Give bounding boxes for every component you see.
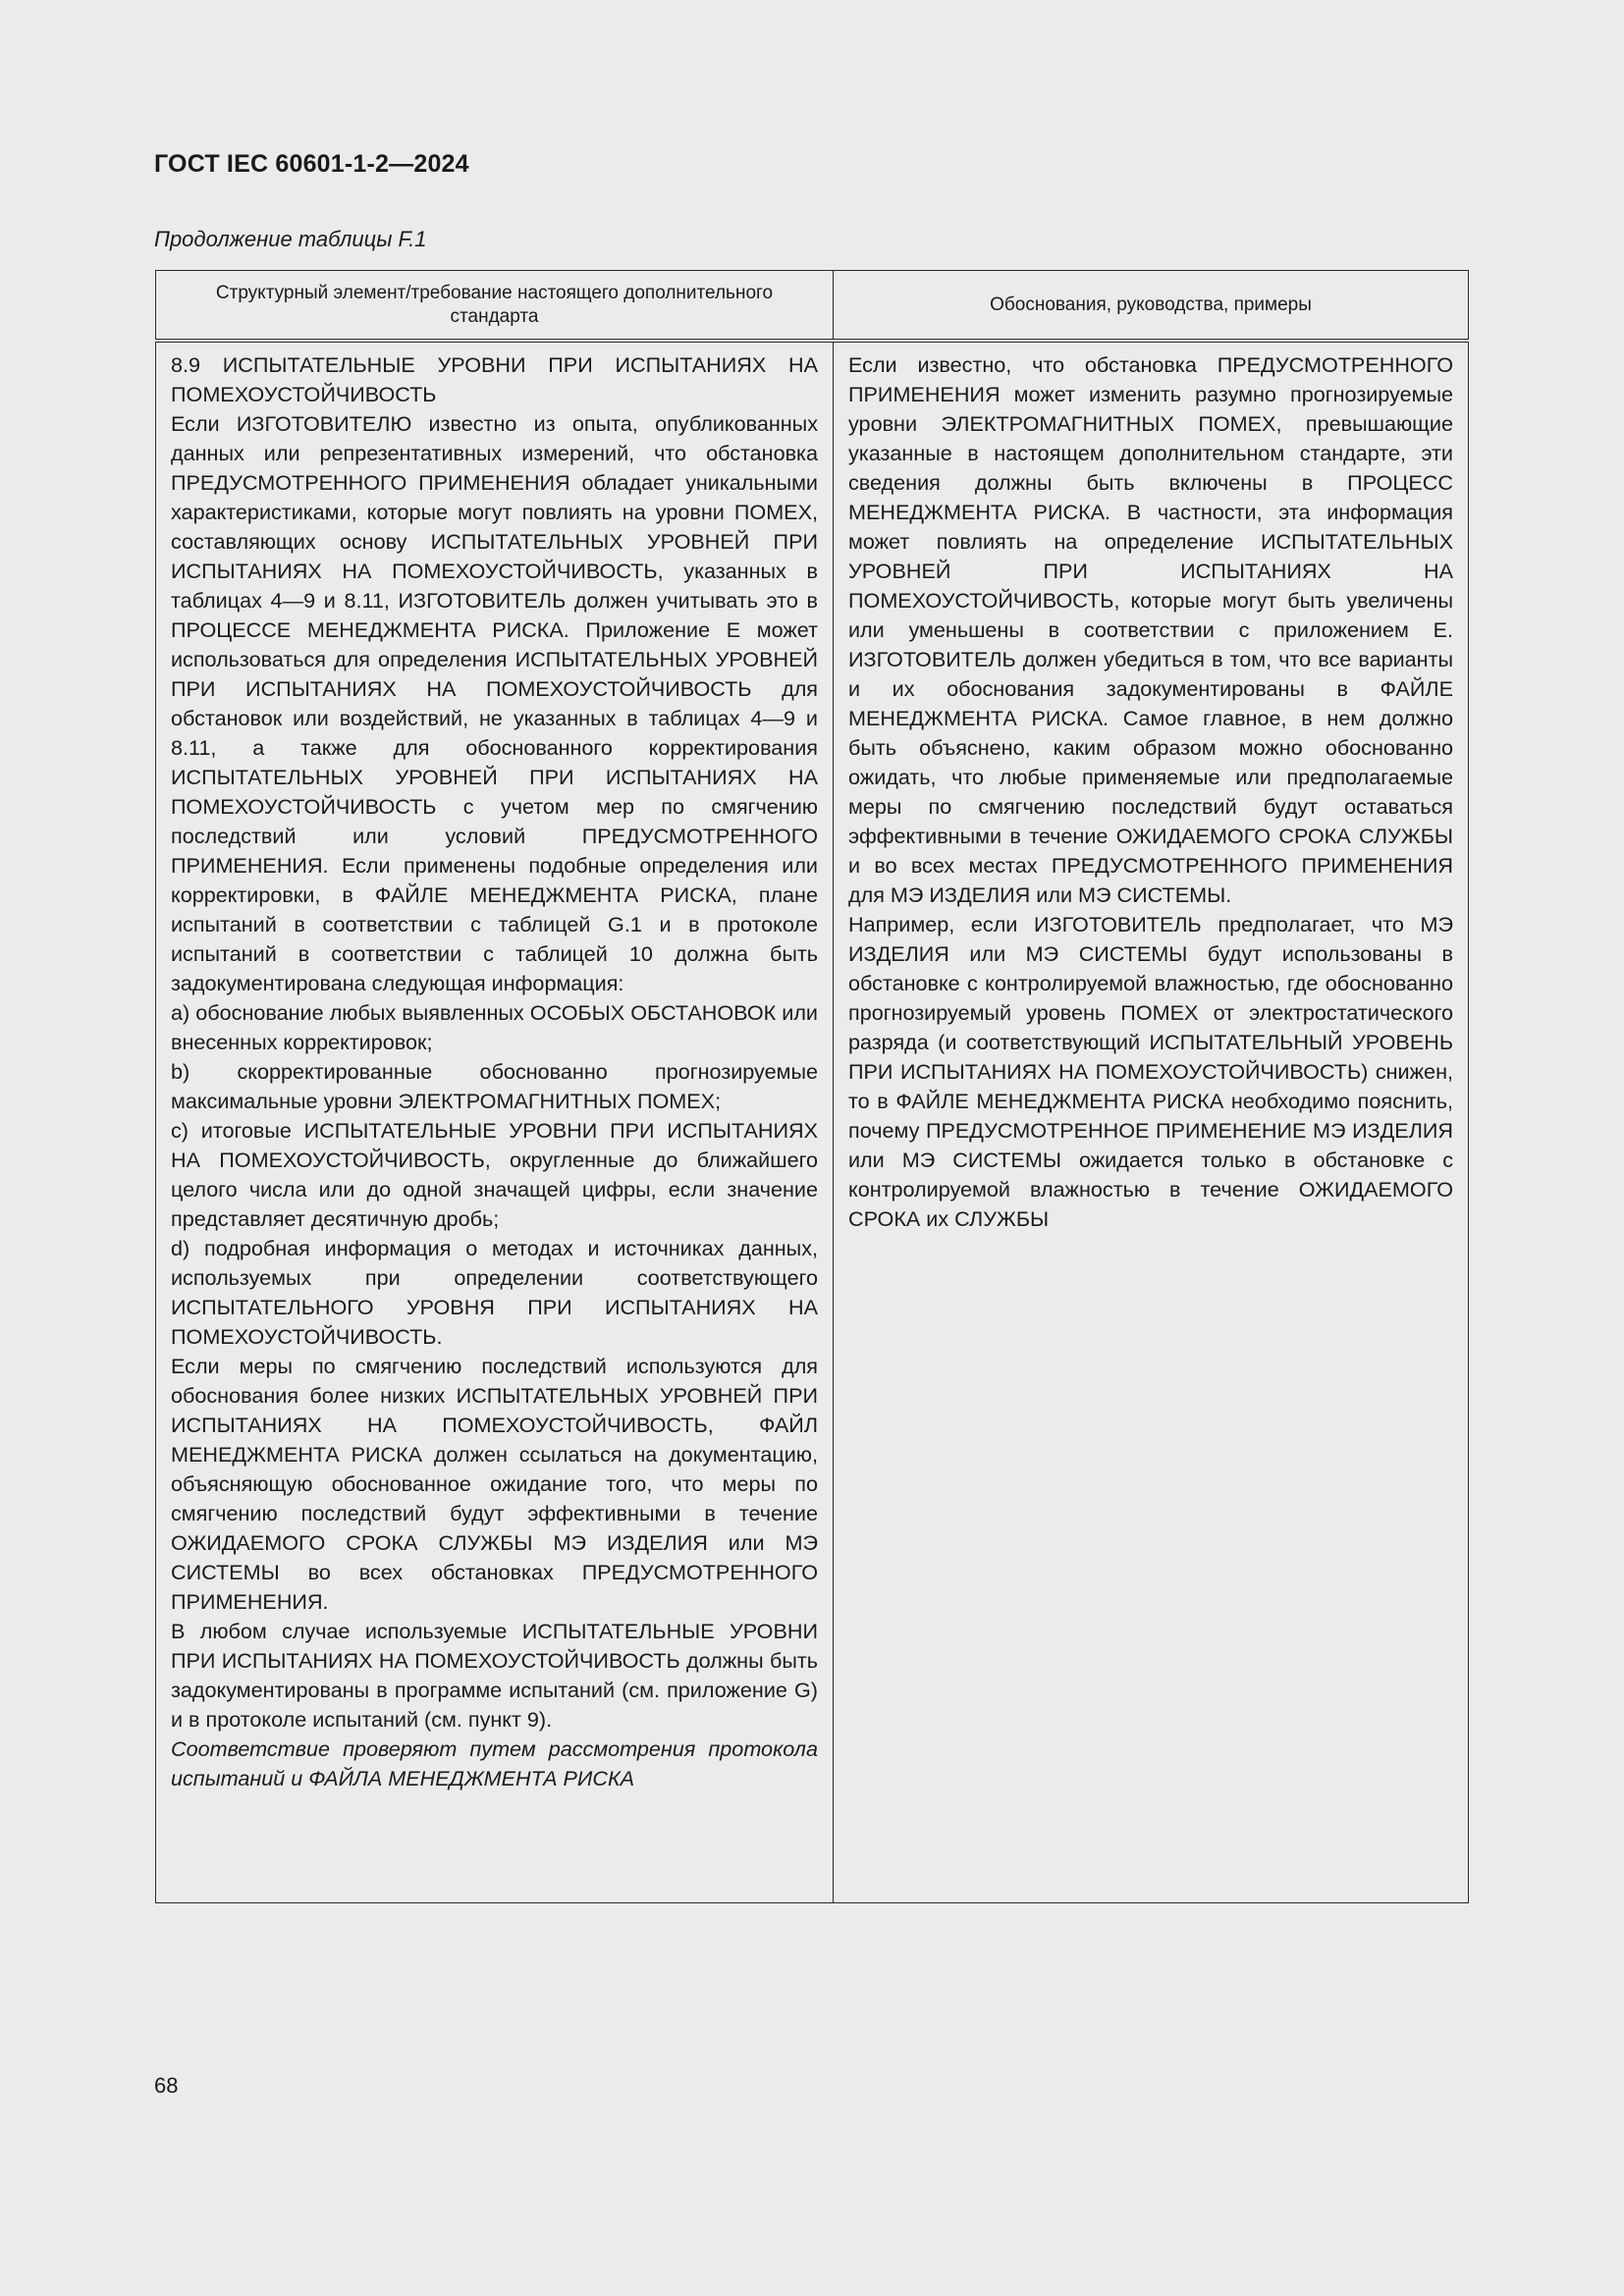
list-item: b) скорректированные обоснованно прогнозируемые максимальные уровни ЭЛЕКТРОМАГНИТНЫХ ПОМЕХ; xyxy=(171,1059,818,1113)
paragraph: Если ИЗГОТОВИТЕЛЮ известно из опыта, опубликованных данных или репрезентативных измерений, что обстановка ПРЕДУСМОТРЕННОГО ПРИМЕНЕНИЯ обладает уникальными характеристиками, которые могут повлиять на уровни ПОМЕХ, составляющих основу ИСПЫТАТЕЛЬНЫХ УРОВНЕЙ ПРИ ИСПЫТАНИЯХ НА ПОМЕХОУСТОЙЧИВОСТЬ, указанных в таблицах 4—9 и 8.11, ИЗГОТОВИТЕЛЬ должен учитывать это в ПРОЦЕССЕ МЕНЕДЖМЕНТА РИСКА. Приложение E может использоваться для определения ИСПЫТАТЕЛЬНЫХ УРОВНЕЙ ПРИ ИСПЫТАНИЯХ НА ПОМЕХОУСТОЙЧИВОСТЬ для обстановок или воздействий, не указанных в таблицах 4—9 и 8.11, а также для обоснованного корректирования ИСПЫТАТЕЛЬНЫХ УРОВНЕЙ ПРИ ИСПЫТАНИЯХ НА ПОМЕХОУСТОЙЧИВОСТЬ с учетом мер по смягчению последствий или условий ПРЕДУСМОТРЕННОГО ПРИМЕНЕНИЯ. Если применены подобные определения или корректировки, в ФАЙЛЕ МЕНЕДЖМЕНТА РИСКА, плане испытаний в соответствии с таблицей G.1 и в протоколе испытаний в соответствии с таблицей 10 должна быть задокументирована следующая информация: xyxy=(171,411,818,995)
list-item: d) подробная информация о методах и источниках данных, используемых при определении соответствующего ИСПЫТАТЕЛЬНОГО УРОВНЯ ПРИ ИСПЫТАНИЯХ НА ПОМЕХОУСТОЙЧИВОСТЬ. xyxy=(171,1236,818,1349)
clause-title: 8.9 ИСПЫТАТЕЛЬНЫЕ УРОВНИ ПРИ ИСПЫТАНИЯХ НА ПОМЕХОУСТОЙЧИВОСТЬ xyxy=(171,352,818,406)
paragraph: Если известно, что обстановка ПРЕДУСМОТРЕННОГО ПРИМЕНЕНИЯ может изменить разумно прогнозируемые уровни ЭЛЕКТРОМАГНИТНЫХ ПОМЕХ, превышающие указанные в настоящем дополнительном стандарте, эти сведения должны быть включены в ПРОЦЕСС МЕНЕДЖМЕНТА РИСКА. В частности, эта информация может повлиять на определение ИСПЫТАТЕЛЬНЫХ УРОВНЕЙ ПРИ ИСПЫТАНИЯХ НА ПОМЕХОУСТОЙЧИВОСТЬ, которые могут быть увеличены или уменьшены в соответствии с приложением E. ИЗГОТОВИТЕЛЬ должен убедиться в том, что все варианты и их обоснования задокументированы в ФАЙЛЕ МЕНЕДЖМЕНТА РИСКА. Самое главное, в нем должно быть объяснено, каким образом можно обоснованно ожидать, что любые применяемые или предполагаемые меры по смягчению последствий будут оставаться эффективными в течение ОЖИДАЕМОГО СРОКА СЛУЖБЫ и во всех местах ПРЕДУСМОТРЕННОГО ПРИМЕНЕНИЯ для МЭ ИЗДЕЛИЯ или МЭ СИСТЕМЫ. xyxy=(848,352,1453,907)
page-number: 68 xyxy=(154,2073,179,2098)
paragraph: В любом случае используемые ИСПЫТАТЕЛЬНЫЕ УРОВНИ ПРИ ИСПЫТАНИЯХ НА ПОМЕХОУСТОЙЧИВОСТЬ должны быть задокументированы в программе испытаний (см. приложение G) и в протоколе испытаний (см. пункт 9). xyxy=(171,1619,818,1732)
compliance-note: Соответствие проверяют путем рассмотрения протокола испытаний и ФАЙЛА МЕНЕДЖМЕНТА РИСКА xyxy=(171,1736,818,1790)
table-f1 xyxy=(155,270,1469,1903)
column-header-requirement: Структурный элемент/требование настоящего дополнительного стандарта xyxy=(156,271,834,342)
paragraph: Если меры по смягчению последствий используются для обоснования более низких ИСПЫТАТЕЛЬНЫХ УРОВНЕЙ ПРИ ИСПЫТАНИЯХ НА ПОМЕХОУСТОЙЧИВОСТЬ, ФАЙЛ МЕНЕДЖМЕНТА РИСКА должен ссылаться на документацию, объясняющую обоснованное ожидание того, что меры по смягчению последствий будут эффективными в течение ОЖИДАЕМОГО СРОКА СЛУЖБЫ МЭ ИЗДЕЛИЯ или МЭ СИСТЕМЫ во всех обстановках ПРЕДУСМОТРЕННОГО ПРИМЕНЕНИЯ. xyxy=(171,1354,818,1614)
table-caption: Продолжение таблицы F.1 xyxy=(154,227,427,251)
requirement-cell xyxy=(156,341,834,1903)
document-header: ГОСТ IEC 60601-1-2—2024 xyxy=(154,150,469,178)
list-item: c) итоговые ИСПЫТАТЕЛЬНЫЕ УРОВНИ ПРИ ИСПЫТАНИЯХ НА ПОМЕХОУСТОЙЧИВОСТЬ, округленные до ближайшего целого числа или до одной значащей цифры, если значение представляет десятичную дробь; xyxy=(171,1118,818,1231)
rationale-cell xyxy=(834,341,1469,1903)
list-item: a) обоснование любых выявленных ОСОБЫХ ОБСТАНОВОК или внесенных корректировок; xyxy=(171,1000,818,1054)
column-header-rationale: Обоснования, руководства, примеры xyxy=(834,271,1469,342)
table-header-row xyxy=(156,271,1469,342)
paragraph: Например, если ИЗГОТОВИТЕЛЬ предполагает, что МЭ ИЗДЕЛИЯ или МЭ СИСТЕМЫ будут использованы в обстановке с контролируемой влажностью, где обоснованно прогнозируемый уровень ПОМЕХ от электростатического разряда (и соответствующий ИСПЫТАТЕЛЬНЫЙ УРОВЕНЬ ПРИ ИСПЫТАНИЯХ НА ПОМЕХОУСТОЙЧИВОСТЬ) снижен, то в ФАЙЛЕ МЕНЕДЖМЕНТА РИСКА необходимо пояснить, почему ПРЕДУСМОТРЕННОЕ ПРИМЕНЕНИЕ МЭ ИЗДЕЛИЯ или МЭ СИСТЕМЫ ожидается только в обстановке с контролируемой влажностью в течение ОЖИДАЕМОГО СРОКА их СЛУЖБЫ xyxy=(848,912,1453,1231)
table-row xyxy=(156,341,1469,1903)
